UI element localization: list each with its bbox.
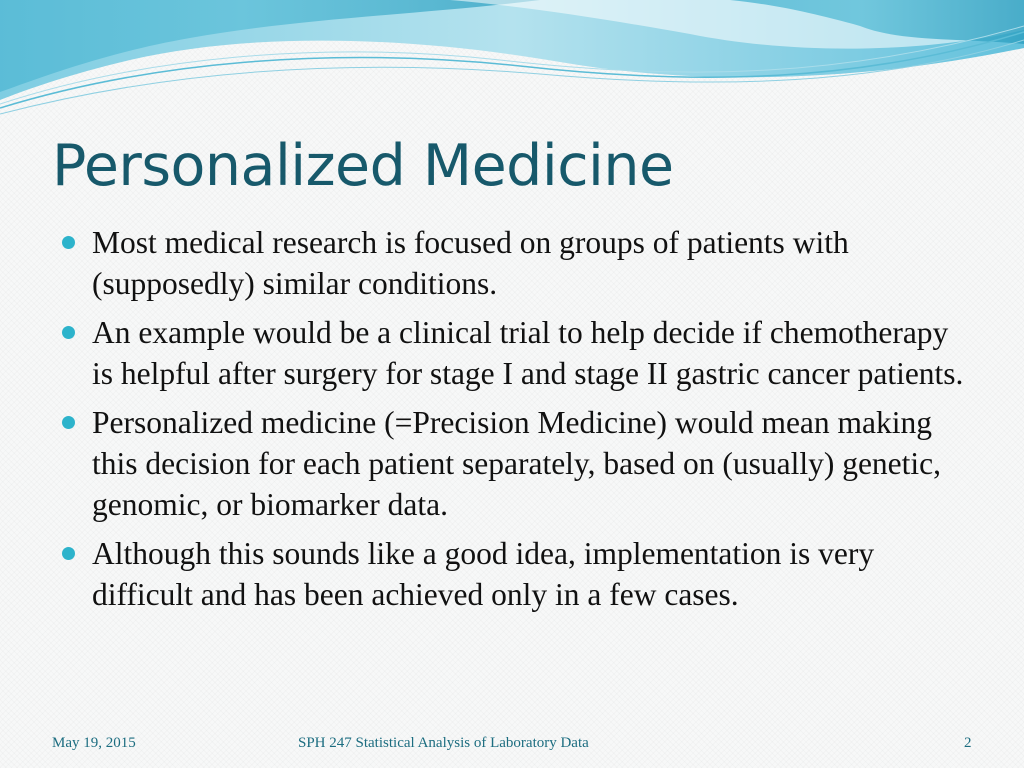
- bullet-item: [92, 312, 972, 394]
- bullet-item: [92, 222, 972, 304]
- footer-date: May 19, 2015: [52, 735, 136, 751]
- bullet-dot-icon: [62, 547, 75, 560]
- footer-page-number: 2: [964, 735, 972, 751]
- bullet-item: [92, 533, 972, 615]
- footer-course-title: SPH 247 Statistical Analysis of Laboratory Data: [298, 735, 589, 751]
- bullet-dot-icon: [62, 326, 75, 339]
- bullet-text: Most medical research is focused on groups of patients with (supposedly) similar conditions.: [92, 225, 849, 301]
- slide-title: Personalized Medicine: [52, 133, 674, 199]
- bullet-dot-icon: [62, 416, 75, 429]
- bullet-item: [92, 402, 972, 525]
- bullet-text: An example would be a clinical trial to help decide if chemotherapy is helpful after surgery for stage I and stage II gastric cancer patients.: [92, 315, 964, 391]
- bullet-text: Although this sounds like a good idea, implementation is very difficult and has been achieved only in a few cases.: [92, 536, 875, 612]
- bullet-list: [92, 222, 972, 623]
- bullet-dot-icon: [62, 236, 75, 249]
- bullet-text: Personalized medicine (=Precision Medicine) would mean making this decision for each patient separately, based on (usually) genetic, genomic, or biomarker data.: [92, 405, 942, 522]
- header-wave-decoration: [0, 0, 1024, 120]
